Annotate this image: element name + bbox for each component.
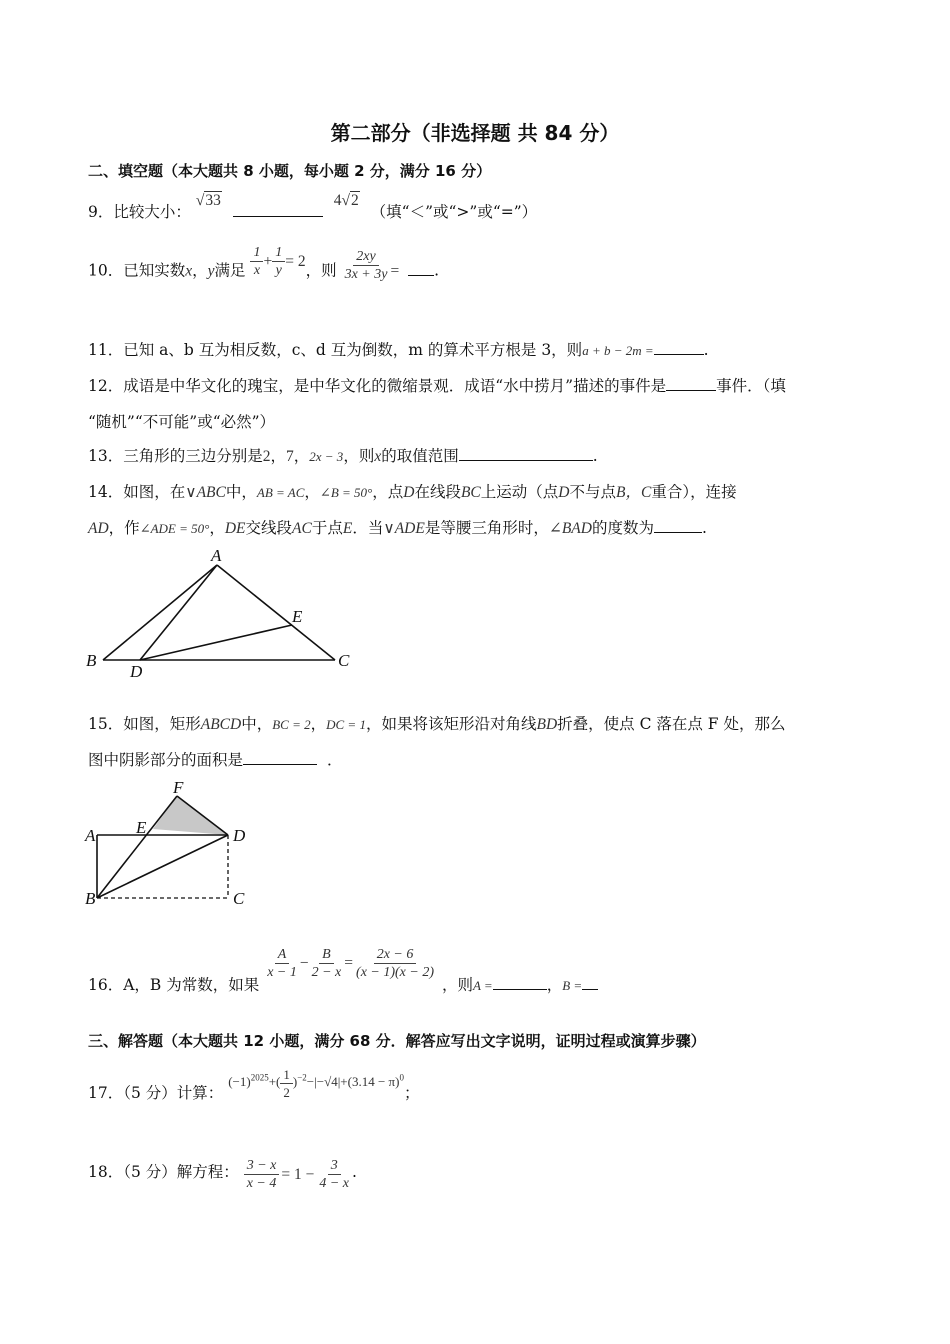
section-heading-solutions: 三、解答题（本大题共 12 小题，满分 68 分．解答应写出文字说明，证明过程或演算步骤）: [88, 1032, 706, 1050]
q16-minus: −: [299, 954, 309, 972]
q17-e3: 0: [399, 1073, 404, 1084]
q14-zhong: 中，: [225, 483, 257, 501]
q17-p4: −|−√4|+(3.14 − π): [306, 1074, 400, 1090]
q14-l1f: 重合），连接: [651, 483, 737, 501]
question-9: [88, 192, 538, 222]
q10-number: 10．已知实数: [88, 261, 186, 280]
q17-expr: [228, 1067, 404, 1100]
question-16: [88, 946, 598, 994]
q9-hint: （填“＜”或“>”或“=”）: [370, 203, 538, 221]
q13-tail: 的取值范围: [381, 447, 459, 465]
q10-sep: ，: [192, 261, 208, 280]
q10-then: ，则: [305, 261, 337, 280]
question-15-line2: [88, 748, 343, 770]
q14-E: E: [342, 520, 353, 537]
question-12: [88, 374, 786, 396]
q16-A: A =: [472, 977, 493, 993]
q17-e2: −2: [297, 1073, 307, 1084]
q17-p3: ): [292, 1074, 298, 1090]
q9-sqrt-b: 4√2: [333, 192, 359, 209]
q16-then: ，则: [441, 975, 473, 994]
q15-label-c: C: [233, 889, 245, 908]
q14-D: D: [403, 484, 415, 501]
q14-l1c: 在线段: [414, 483, 461, 501]
q16-frac-2: $\frac{B}{2 - x}$: [311, 947, 342, 980]
q14-l2b: 交线段: [245, 519, 293, 537]
q17-p2: +(: [268, 1074, 281, 1090]
q14-ang2: ∠ADE = 50°: [139, 521, 210, 536]
q14-DE: DE: [224, 520, 246, 537]
question-11: [88, 338, 709, 360]
question-14-line1: 14．如图，在∨ABC中，AB = AC，∠B = 50°，点D在线段BC上运动（点D不与点B，C重合），连接: [88, 483, 737, 501]
q14-line-de: [140, 625, 292, 660]
q14-l2e: 是等腰三角形时，: [424, 519, 549, 537]
section-heading-fill-in: 二、填空题（本大题共 8 小题，每小题 2 分，满分 16 分）: [88, 162, 492, 180]
q10-mid: 满足: [214, 261, 246, 280]
q9-answer-blank[interactable]: [233, 202, 323, 217]
q14-l1d: 上运动（点: [480, 483, 559, 501]
q14-BC: BC: [460, 484, 481, 501]
q17-end: ；: [403, 1084, 420, 1103]
q13-b: 7: [286, 448, 294, 465]
q15-BD: BD: [536, 716, 558, 733]
q16-answer-blank-a[interactable]: [493, 975, 547, 990]
q16-frac-1: $\frac{A}{x - 1}$: [267, 947, 297, 980]
q18-frac-2: $\frac{3}{4 - x}$: [319, 1158, 350, 1191]
q14-B: B，C: [616, 484, 652, 501]
q14-line-ac: [217, 565, 335, 660]
q10-end: .: [434, 261, 440, 280]
q15-answer-blank[interactable]: [243, 750, 317, 765]
q15-line-bd: [97, 835, 228, 898]
q10-plus: +: [263, 252, 273, 270]
q14-label-e: E: [292, 607, 303, 626]
q15-label-e: E: [136, 818, 147, 837]
q12-answer-blank[interactable]: [666, 376, 716, 391]
q15-dc: DC = 1: [326, 717, 366, 732]
q14-tri2: ∨ADE: [383, 520, 425, 537]
q11-end: .: [703, 341, 709, 359]
q11-expr: a + b − 2m =: [582, 343, 654, 358]
q15-l1c: ，如果将该矩形沿对角线: [365, 715, 537, 733]
q14-ang3: ∠BAD: [548, 520, 592, 537]
q13-end: .: [592, 447, 598, 465]
q16-frac-3: $\frac{2x - 6}{(x - 1)(x - 2)}$: [356, 947, 435, 980]
q15-label-d: D: [233, 826, 246, 845]
q14-l2f: 的度数为: [591, 519, 654, 537]
q14-tri1: ∨ABC: [185, 484, 226, 501]
q12-line2: “随机”“不可能”或“必然”）: [88, 413, 276, 431]
q13-text: 13．三角形的三边分别是: [88, 447, 263, 465]
q16-B: B =: [562, 977, 583, 993]
q15-label-a: A: [85, 826, 96, 845]
q15-line-bf: [97, 796, 177, 898]
q14-AD: AD: [88, 520, 109, 537]
q14-AC: AC: [292, 520, 312, 537]
q10-answer-blank[interactable]: [408, 261, 434, 276]
q14-l1a: 14．如图，在: [88, 483, 186, 501]
q10-frac-1: $\frac{1}{x}$: [250, 244, 263, 279]
q15-label-f: F: [173, 778, 184, 797]
q11-answer-blank[interactable]: [654, 340, 704, 355]
q16-answer-blank-b[interactable]: [582, 975, 598, 990]
question-18: [88, 1157, 357, 1192]
q18-text: 18．（5 分）解方程：: [88, 1162, 239, 1181]
q15-end: ．: [327, 751, 343, 769]
q17-text: 17．（5 分）计算：: [88, 1084, 224, 1103]
q16-comma: ，: [546, 975, 563, 994]
question-17: [88, 1066, 419, 1101]
q13-then: ，则: [343, 447, 375, 465]
q10-var-x: x: [185, 262, 193, 280]
q14-label-c: C: [338, 651, 350, 670]
q14-l2d: ．当: [352, 519, 384, 537]
question-13: 13．三角形的三边分别是2，7，2x − 3，则x的取值范围 .: [88, 447, 598, 465]
question-10: [88, 245, 440, 289]
q17-frac: $\frac{1}{2}$: [280, 1066, 293, 1101]
q13-c: 2x − 3: [309, 449, 344, 464]
q14-figure: [80, 545, 370, 685]
q13-a: 2: [262, 448, 271, 465]
q10-frac-3: $\frac{2xy}{3x + 3y}$: [344, 249, 388, 282]
q14-eq1: AB = AC: [256, 485, 305, 500]
q14-ang1: ∠B = 50°: [319, 485, 373, 500]
q18-end: .: [352, 1162, 357, 1181]
page-title: 第二部分（非选择题 共 84 分）: [330, 121, 620, 145]
q15-l1b: 中，: [241, 715, 273, 733]
q12-after: 事件．（填: [716, 377, 786, 395]
q15-rect: ABCD: [200, 716, 242, 733]
q14-l2a: ，作: [108, 519, 140, 537]
q18-frac-1: $\frac{3 - x}{x - 4}$: [244, 1157, 280, 1192]
q14-answer-blank[interactable]: [654, 518, 702, 533]
q9-number: 9．比较大小：: [88, 203, 191, 221]
q15-l1d: 折叠，使点 C 落在点 F 处，那么: [557, 715, 786, 733]
q10-eqs: =: [390, 262, 400, 280]
q14-l1b: ，点: [372, 483, 404, 501]
q15-label-b: B: [85, 889, 96, 908]
q15-shaded-region: [153, 796, 228, 835]
q14-l2c: 于点: [311, 519, 343, 537]
q9-sqrt-a: √33: [195, 192, 221, 209]
question-15-line1: 15．如图，矩形ABCD中，BC = 2，DC = 1，如果将该矩形沿对角线BD折叠，使点 C 落在点 F 处，那么: [88, 715, 786, 733]
q13-x: x: [374, 448, 382, 465]
q10-eq2: = 2: [285, 252, 306, 270]
q16-eq: =: [344, 954, 354, 972]
q16-text: 16．A，B 为常数，如果: [88, 975, 260, 994]
q15-bc: BC = 2: [272, 717, 311, 732]
q14-label-d: D: [130, 662, 143, 681]
q12-line1: 12．成语是中华文化的瑰宝，是中华文化的微缩景观．成语“水中捞月”描述的事件是: [88, 377, 667, 395]
q14-label-a: A: [211, 546, 222, 565]
q14-label-b: B: [86, 651, 97, 670]
q10-frac-2: $\frac{1}{y}$: [272, 244, 285, 279]
q14-D2: D: [558, 484, 570, 501]
q17-p1: (−1): [228, 1074, 251, 1090]
q13-answer-blank[interactable]: [459, 446, 593, 461]
question-14-line2: AD，作∠ADE = 50°，DE交线段AC于点E．当∨ADE是等腰三角形时，∠BAD的度数为 .: [88, 519, 707, 537]
q17-e1: 2025: [250, 1073, 269, 1084]
q10-var-y: y: [207, 262, 215, 280]
q11-text: 11．已知 a、b 互为相反数，c、d 互为倒数，m 的算术平方根是 3，则: [88, 341, 583, 359]
q15-l2: 图中阴影部分的面积是: [88, 751, 244, 769]
q14-l1e: 不与点: [569, 483, 617, 501]
q15-l1a: 15．如图，矩形: [88, 715, 201, 733]
q18-mid: = 1 −: [281, 1165, 315, 1183]
q15-figure: [80, 778, 260, 912]
q14-end: .: [701, 519, 707, 537]
